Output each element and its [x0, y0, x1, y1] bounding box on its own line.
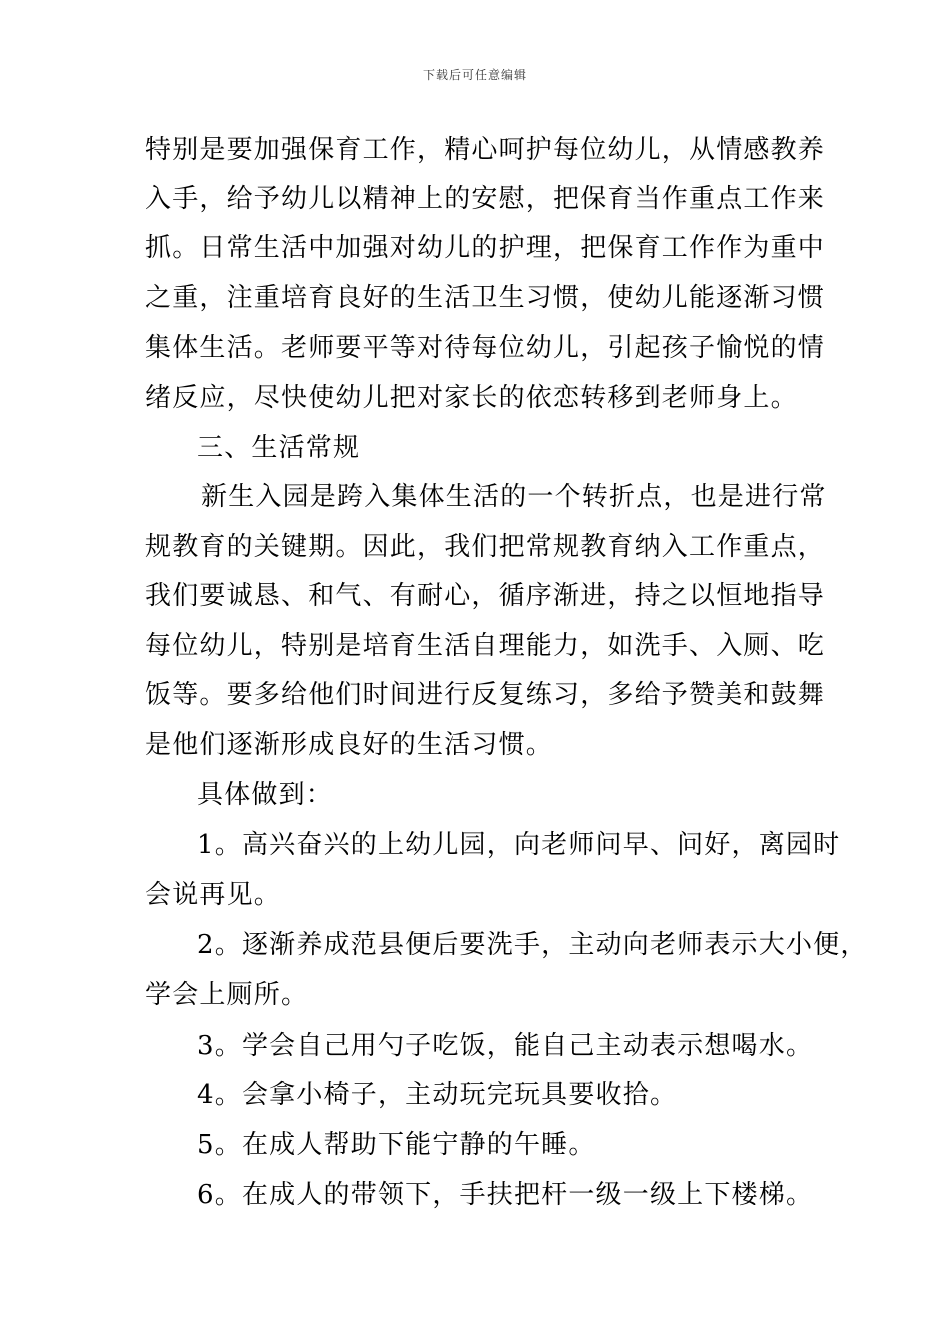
list-item: 6。在成人的带领下，手扶把杆一级一级上下楼梯。	[197, 1180, 814, 1210]
list-item: 2。逐渐养成范县便后要洗手，主动向老师表示大小便，	[197, 930, 868, 960]
paragraph-line: 集体生活。老师要平等对待每位幼儿，引起孩子愉悦的情	[145, 333, 826, 363]
list-item: 4。会拿小椅子，主动玩完玩具要收拾。	[197, 1080, 678, 1110]
paragraph-line: 入手，给予幼儿以精神上的安慰，把保育当作重点工作来	[145, 184, 826, 214]
section-heading: 三、生活常规	[197, 433, 361, 463]
list-intro: 具体做到：	[197, 780, 334, 810]
list-item: 1。高兴奋兴的上幼儿园，向老师问早、问好，离园时	[197, 830, 841, 860]
paragraph-line: 是他们逐渐形成良好的生活习惯。	[145, 730, 554, 760]
list-item-continuation: 学会上厕所。	[145, 980, 309, 1010]
list-item: 3。学会自己用勺子吃饭，能自己主动表示想喝水。	[197, 1031, 814, 1061]
paragraph-line: 规教育的关键期。因此，我们把常规教育纳入工作重点，	[145, 532, 826, 562]
paragraph-line: 新生入园是跨入集体生活的一个转折点，也是进行常	[201, 482, 827, 512]
list-item-continuation: 会说再见。	[145, 880, 282, 910]
paragraph-line: 饭等。要多给他们时间进行反复练习，多给予赞美和鼓舞	[145, 680, 826, 710]
paragraph-line: 特别是要加强保育工作，精心呵护每位幼儿，从情感教养	[145, 135, 826, 165]
paragraph-line: 每位幼儿，特别是培育生活自理能力，如洗手、入厕、吃	[145, 631, 826, 661]
paragraph-line: 之重，注重培育良好的生活卫生习惯，使幼儿能逐渐习惯	[145, 283, 826, 313]
paragraph-line: 我们要诚恳、和气、有耐心，循序渐进，持之以恒地指导	[145, 581, 826, 611]
paragraph-line: 抓。日常生活中加强对幼儿的护理，把保育工作作为重中	[145, 233, 826, 263]
list-item: 5。在成人帮助下能宁静的午睡。	[197, 1130, 596, 1160]
page-header: 下载后可任意编辑	[422, 68, 527, 82]
paragraph-line: 绪反应，尽快使幼儿把对家长的依恋转移到老师身上。	[145, 383, 798, 413]
